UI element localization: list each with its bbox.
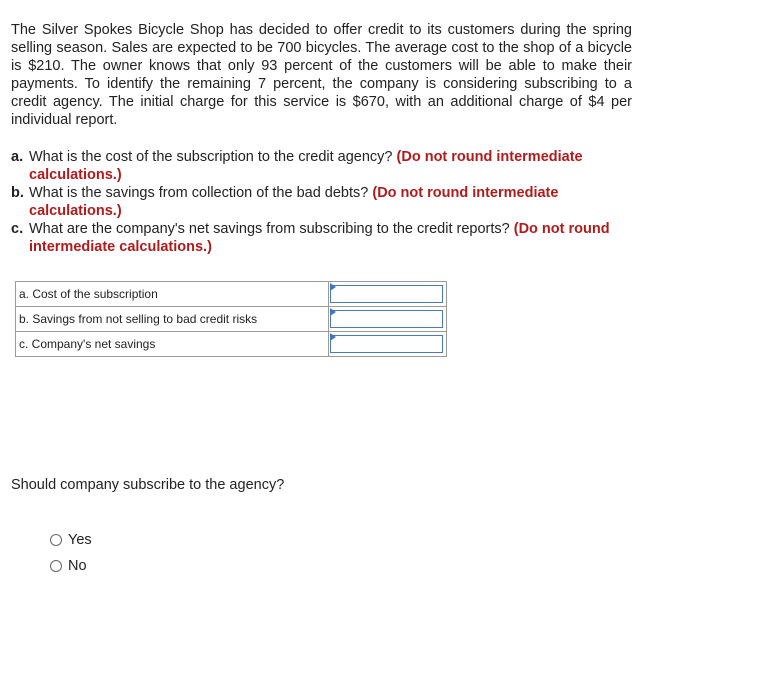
option-label: No	[68, 558, 87, 574]
answer-row-net	[16, 332, 447, 357]
input-marker-icon	[330, 283, 336, 291]
answer-label: a. Cost of the subscription	[16, 282, 329, 307]
subscribe-options	[50, 527, 92, 579]
answer-label: b. Savings from not selling to bad credit risks	[16, 307, 329, 332]
question-letter: c.	[11, 221, 24, 237]
question-letter: b.	[11, 185, 24, 201]
option-yes[interactable]	[50, 527, 92, 553]
option-no[interactable]	[50, 553, 92, 579]
cost-subscription-input[interactable]	[330, 285, 443, 303]
question-letter: a.	[11, 149, 24, 165]
question-a	[11, 148, 641, 184]
input-marker-icon	[330, 333, 336, 341]
question-list	[11, 148, 641, 256]
answer-cell	[329, 307, 447, 332]
savings-input[interactable]	[330, 310, 443, 328]
question-b	[11, 184, 641, 220]
question-text: What is the savings from collection of the bad debts?	[29, 185, 369, 201]
answer-row-savings	[16, 307, 447, 332]
question-text: What is the cost of the subscription to the credit agency?	[29, 149, 393, 165]
answer-cell	[329, 332, 447, 357]
answer-table	[15, 281, 447, 357]
subscribe-question: Should company subscribe to the agency?	[11, 477, 285, 493]
answer-cell	[329, 282, 447, 307]
answer-label: c. Company's net savings	[16, 332, 329, 357]
input-marker-icon	[330, 308, 336, 316]
question-c	[11, 220, 641, 256]
net-savings-input[interactable]	[330, 335, 443, 353]
rounding-note: (Do not round intermediate calculations.)	[29, 221, 610, 255]
radio-button-no[interactable]	[50, 560, 62, 572]
problem-statement: The Silver Spokes Bicycle Shop has decided to offer credit to its customers during the spring selling season. Sales are expected to be 700 bicycles. The average cost to the shop of a bicycle is $210. The owner knows that only 93 percent of the customers will be able to make their payments. To identify the remaining 7 percent, the company is considering subscribing to a credit agency. The initial charge for this service is $670, with an additional charge of $4 per individual report.	[11, 22, 632, 128]
answer-row-cost	[16, 282, 447, 307]
question-text: What are the company's net savings from subscribing to the credit reports?	[29, 221, 510, 237]
option-label: Yes	[68, 532, 92, 548]
radio-button-yes[interactable]	[50, 534, 62, 546]
rounding-note: (Do not round intermediate calculations.)	[29, 149, 583, 183]
rounding-note: (Do not round intermediate calculations.)	[29, 185, 559, 219]
